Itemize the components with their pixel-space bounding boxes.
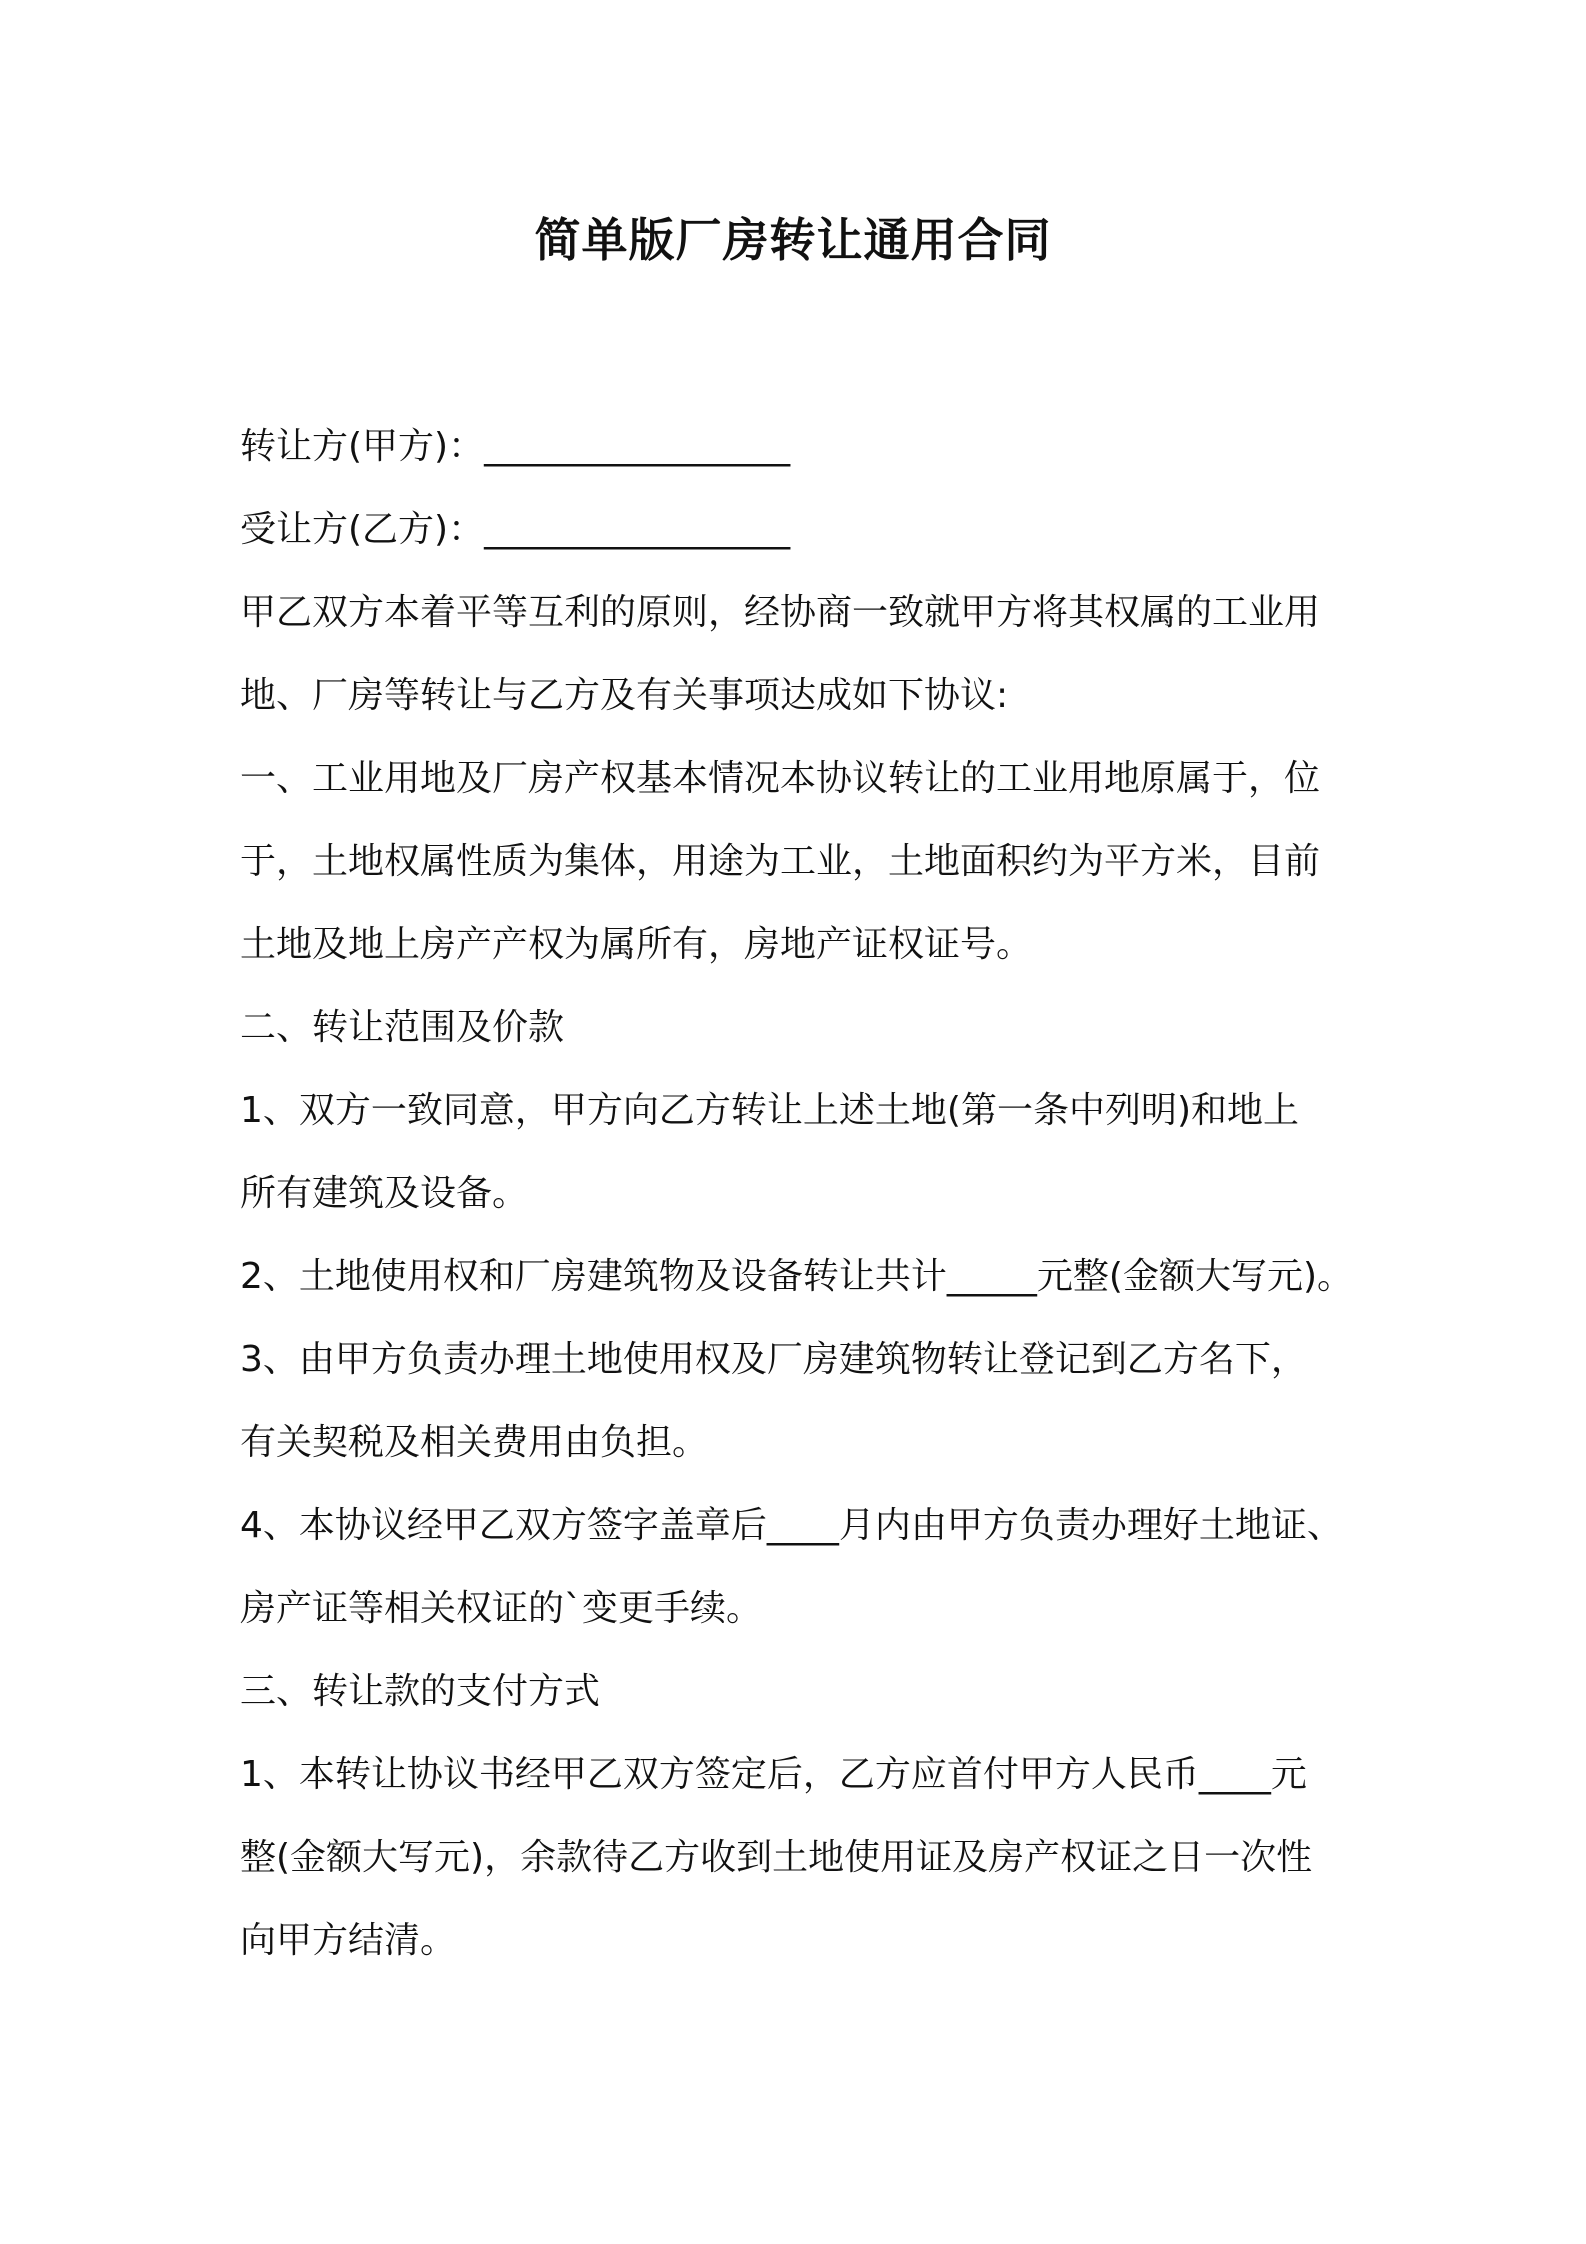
document-title: 简单版厂房转让通用合同 xyxy=(534,213,1052,267)
preamble-line-1: 甲乙双方本着平等互利的原则，经协商一致就甲方将其权属的工业用 xyxy=(240,592,1321,633)
section-1-line-3: 土地及地上房产产权为属所有，房地产证权证号。 xyxy=(240,924,1033,965)
clause-2-1-line-1: 1、双方一致同意，甲方向乙方转让上述土地(第一条中列明)和地上 xyxy=(240,1090,1299,1131)
party-b-line: 受让方(乙方)：_________________ xyxy=(240,509,791,550)
clause-2-4-line-2: 房产证等相关权证的`变更手续。 xyxy=(240,1588,763,1629)
clause-3-1-line-1: 1、本转让协议书经甲乙双方签定后，乙方应首付甲方人民币____元 xyxy=(240,1754,1307,1795)
clause-2-4-line-1: 4、本协议经甲乙双方签字盖章后____月内由甲方负责办理好土地证、 xyxy=(240,1505,1343,1546)
clause-2-2-line-1: 2、土地使用权和厂房建筑物及设备转让共计_____元整(金额大写元)。 xyxy=(240,1256,1353,1297)
section-1-line-1: 一、工业用地及厂房产权基本情况本协议转让的工业用地原属于，位 xyxy=(240,758,1321,799)
clause-2-3-line-1: 3、由甲方负责办理土地使用权及厂房建筑物转让登记到乙方名下， xyxy=(240,1339,1307,1380)
clause-3-1-line-2: 整(金额大写元)，余款待乙方收到土地使用证及房产权证之日一次性 xyxy=(240,1837,1313,1878)
clause-3-1-line-3: 向甲方结清。 xyxy=(240,1920,457,1961)
clause-2-1-line-2: 所有建筑及设备。 xyxy=(240,1173,529,1214)
preamble-line-2: 地、厂房等转让与乙方及有关事项达成如下协议: xyxy=(240,675,1009,716)
document-body xyxy=(240,405,1390,1982)
party-a-line: 转让方(甲方)：_________________ xyxy=(240,426,791,467)
clause-2-3-line-2: 有关契税及相关费用由负担。 xyxy=(240,1422,709,1463)
section-3-heading: 三、转让款的支付方式 xyxy=(240,1671,601,1712)
section-1-line-2: 于，土地权属性质为集体，用途为工业，土地面积约为平方米，目前 xyxy=(240,841,1321,882)
section-2-heading: 二、转让范围及价款 xyxy=(240,1007,565,1048)
